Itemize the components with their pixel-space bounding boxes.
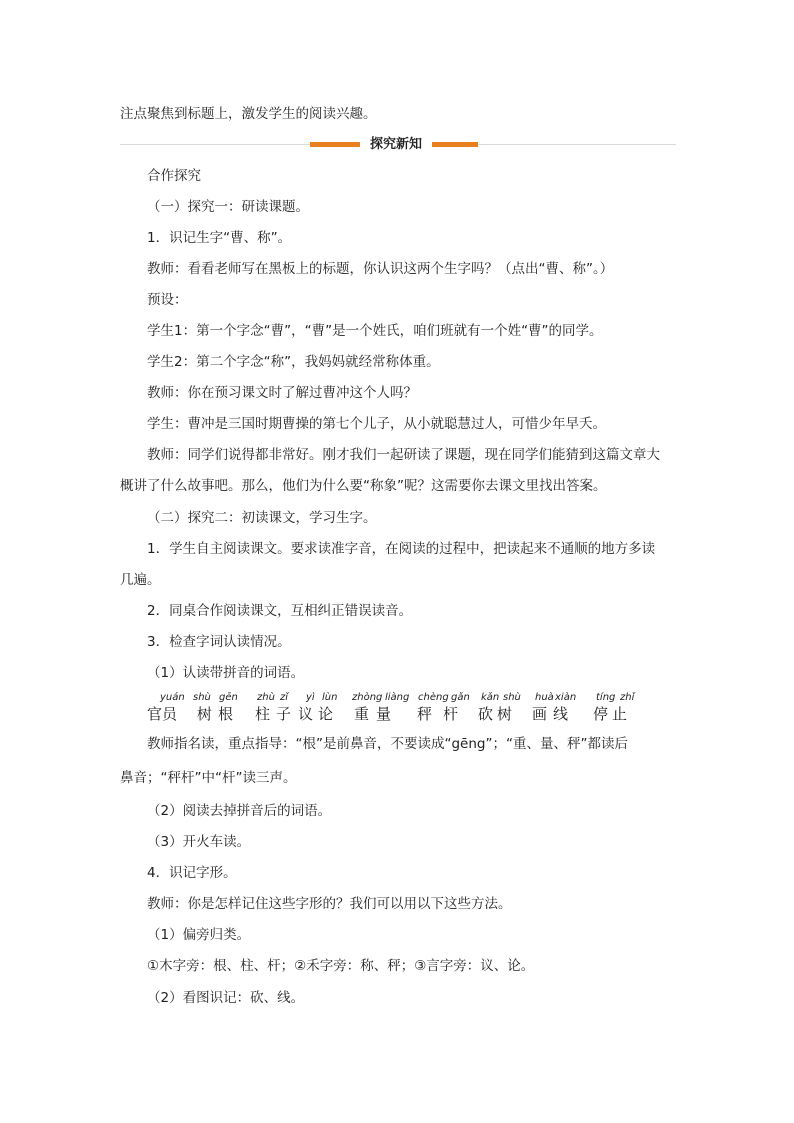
vocab-char: 树	[197, 705, 213, 723]
pinyin-label: lùn	[322, 692, 338, 703]
section-title: 探究新知	[360, 138, 432, 152]
vocab-char: 秤	[417, 705, 433, 723]
vocab-char: 议	[298, 705, 314, 723]
body-line: （2）看图识记：砍、线。	[147, 990, 305, 1006]
vocab-char: 柱	[255, 705, 271, 723]
body-line: 鼻音；“秤杆”中“杆”读三声。	[120, 770, 297, 786]
vocab-char: 画	[532, 705, 548, 723]
vocab-char: 官	[147, 705, 163, 723]
body-line: 学生2：第二个字念“称”，我妈妈就经常称体重。	[147, 354, 440, 370]
pinyin-label: zǐ	[280, 692, 289, 703]
vocab-char: 子	[276, 705, 292, 723]
body-line: （一）探究一：研读课题。	[147, 199, 309, 215]
pinyin-label: kǎn	[481, 692, 500, 703]
vocab-char: 砍	[478, 705, 494, 723]
body-line: （2）阅读去掉拼音后的词语。	[147, 803, 332, 819]
pinyin-label: yuán	[160, 692, 185, 703]
pinyin-label: zhǐ	[620, 692, 635, 703]
body-line: 概讲了什么故事吧。那么，他们为什么要“称象”呢？这需要你去课文里找出答案。	[120, 478, 607, 494]
body-line: 1．识记生字“曹、称”。	[147, 230, 292, 246]
pinyin-label: chèng	[418, 692, 449, 703]
body-line: 1．学生自主阅读课文。要求读准字音，在阅读的过程中，把读起来不通顺的地方多读	[147, 541, 656, 557]
body-line: 4．识记字形。	[147, 865, 237, 881]
vocab-char: 杆	[443, 705, 459, 723]
body-line: （1）认读带拼音的词语。	[147, 665, 305, 681]
body-line: 学生：曹冲是三国时期曹操的第七个儿子，从小就聪慧过人，可惜少年早夭。	[147, 416, 606, 432]
divider-bar-left	[310, 142, 362, 147]
pinyin-label: shù	[193, 692, 211, 703]
vocab-char: 停	[593, 705, 609, 723]
body-line: 教师：你在预习课文时了解过曹冲这个人吗？	[147, 385, 417, 401]
pinyin-label: tíng	[596, 692, 616, 703]
intro-line: 注点聚焦到标题上，激发学生的阅读兴趣。	[120, 106, 377, 122]
vocab-char: 员	[162, 705, 178, 723]
body-line: 教师：你是怎样记住这些字形的？我们可以用以下这些方法。	[147, 896, 512, 912]
pinyin-label: liàng	[385, 692, 410, 703]
body-line: ①木字旁：根、柱、杆；②禾字旁：称、秤；③言字旁：议、论。	[147, 958, 535, 974]
section-divider	[120, 138, 676, 152]
vocab-char: 量	[376, 705, 392, 723]
vocab-char: 重	[354, 705, 370, 723]
pinyin-label: huà	[535, 692, 554, 703]
body-line: 教师：同学们说得都非常好。刚才我们一起研读了课题，现在同学们能猜到这篇文章大	[147, 447, 660, 463]
body-line: 合作探究	[147, 168, 201, 184]
body-line: 几遍。	[120, 572, 161, 588]
vocab-char: 止	[612, 705, 628, 723]
pinyin-label: xiàn	[555, 692, 577, 703]
body-line: （1）偏旁归类。	[147, 927, 251, 943]
body-line: （3）开火车读。	[147, 834, 251, 850]
pinyin-label: zhù	[257, 692, 275, 703]
body-line: 教师指名读，重点指导：“根”是前鼻音，不要读成“gēng”；“重、量、秤”都读后	[147, 736, 628, 752]
vocab-char: 论	[318, 705, 334, 723]
pinyin-label: gǎn	[451, 692, 470, 703]
pinyin-label: shù	[503, 692, 521, 703]
pinyin-label: yì	[306, 692, 315, 703]
body-line: （二）探究二：初读课文，学习生字。	[147, 510, 377, 526]
body-line: 教师：看看老师写在黑板上的标题，你认识这两个生字吗？（点出“曹、称”。）	[147, 261, 614, 277]
body-line: 预设：	[147, 292, 188, 308]
body-line: 3．检查字词认读情况。	[147, 634, 291, 650]
pinyin-label: gēn	[219, 692, 238, 703]
vocab-char: 树	[497, 705, 513, 723]
body-line: 学生1：第一个字念“曹”，“曹”是一个姓氏，咱们班就有一个姓“曹”的同学。	[147, 323, 603, 339]
divider-bar-right	[430, 142, 478, 147]
body-line: 2．同桌合作阅读课文，互相纠正错误读音。	[147, 603, 413, 619]
pinyin-label: zhòng	[352, 692, 383, 703]
vocab-char: 线	[553, 705, 569, 723]
vocab-char: 根	[218, 705, 234, 723]
